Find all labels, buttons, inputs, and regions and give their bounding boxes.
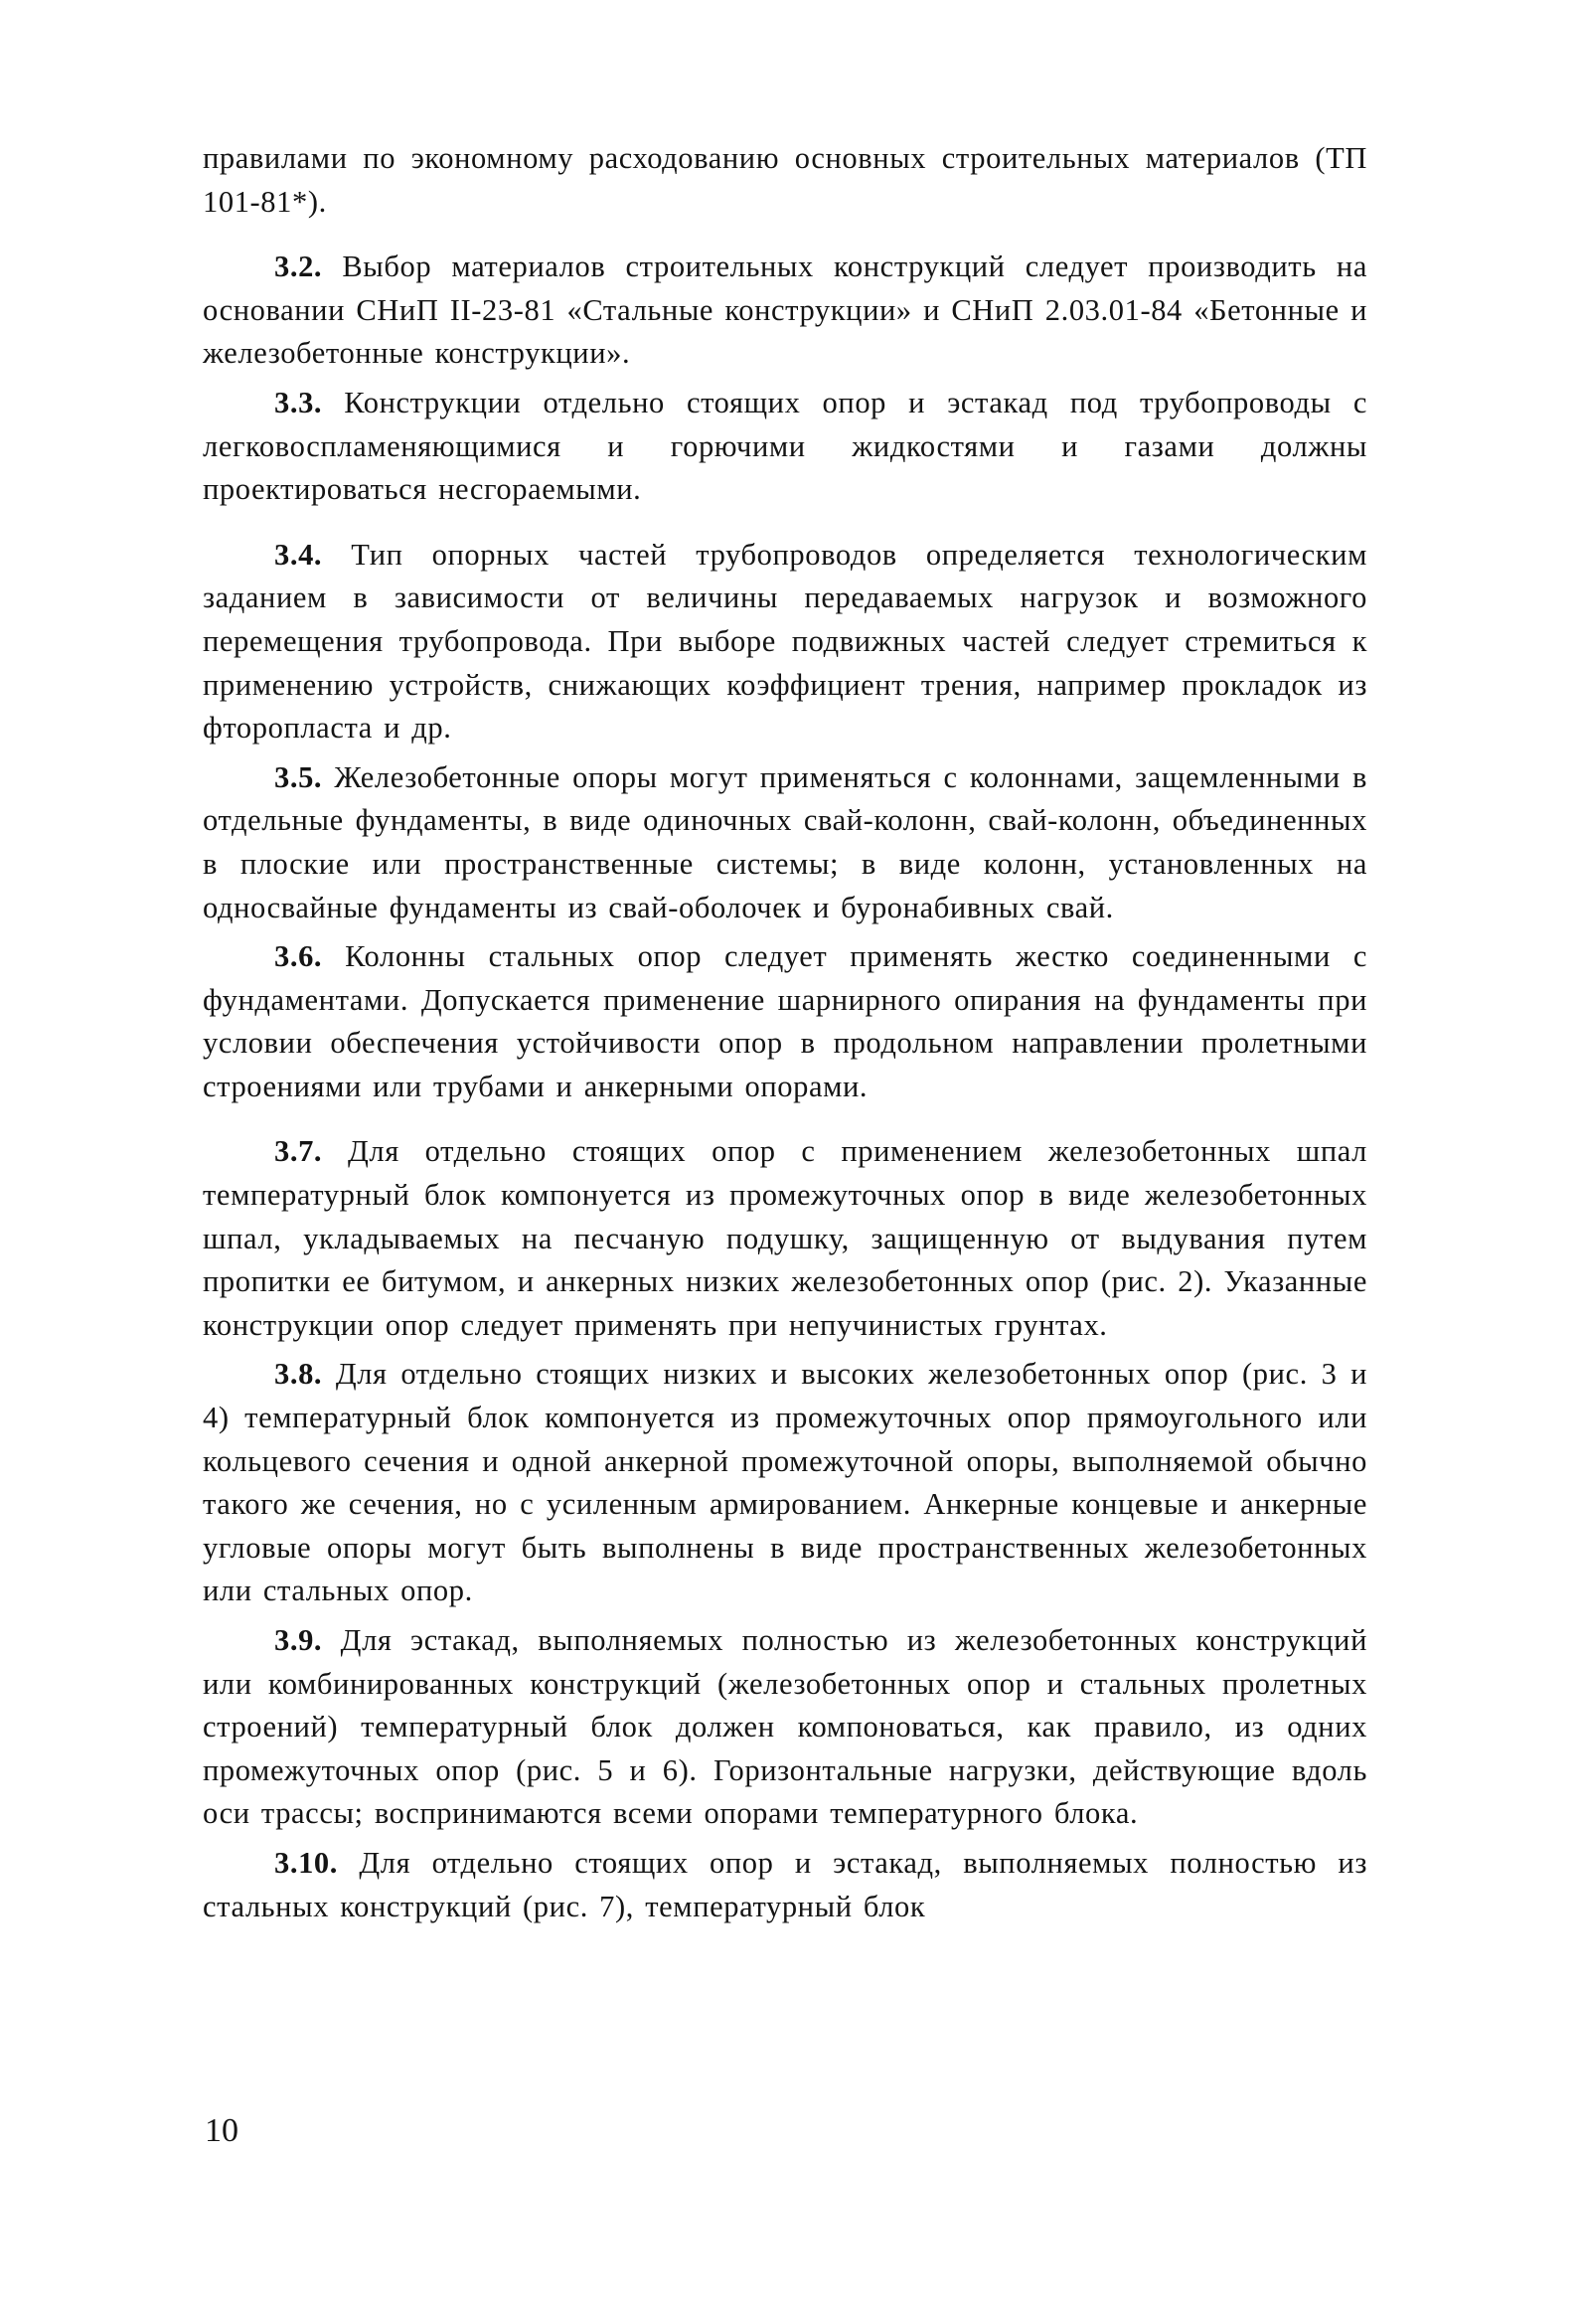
- clause-number: 3.9.: [274, 1623, 323, 1657]
- clause-number: 3.8.: [274, 1357, 323, 1392]
- clause-number: 3.2.: [274, 249, 323, 284]
- clause-3-3: [203, 382, 1367, 512]
- clause-3-5: [203, 756, 1367, 929]
- clause-3-10: [203, 1842, 1367, 1928]
- clause-number: 3.10.: [274, 1845, 338, 1880]
- clause-3-4: [203, 534, 1367, 750]
- clause-number: 3.7.: [274, 1134, 323, 1169]
- clause-3-7: [203, 1130, 1367, 1347]
- clause-3-2: [203, 246, 1367, 376]
- clause-3-6: [203, 935, 1367, 1108]
- page-number: 10: [205, 2112, 238, 2149]
- clause-3-9: [203, 1619, 1367, 1836]
- clause-text: Для отдельно стоящих опор и эстакад, выполняемых полностью из стальных конструкций (рис. 7), температурный блок: [203, 1845, 1367, 1923]
- clause-text: Конструкции отдельно стоящих опор и эстакад под трубопроводы с легковоспламеняющимися и горючими жидкостями и газами должны проектироваться несгораемыми.: [203, 385, 1367, 507]
- intro-paragraph: [203, 137, 1367, 224]
- clause-number: 3.4.: [274, 537, 323, 572]
- intro-text: правилами по экономному расходованию основных строительных материалов (ТП 101-81*).: [203, 141, 1367, 219]
- clause-3-8: [203, 1353, 1367, 1613]
- clause-number: 3.6.: [274, 939, 323, 974]
- clause-text: Для эстакад, выполняемых полностью из железобетонных конструкций или комбинированных конструкций (железобетонных опор и стальных пролетных строений) температурный блок должен компоноваться, как правило, из одних промежуточных опор (рис. 5 и 6). Горизонтальные нагрузки, действующие вдоль оси трассы; воспринимаются всеми опорами температурного блока.: [203, 1623, 1367, 1831]
- document-page: [203, 137, 1367, 1928]
- clause-number: 3.5.: [274, 759, 323, 794]
- clause-number: 3.3.: [274, 385, 323, 419]
- clause-text: Железобетонные опоры могут применяться с колоннами, защемленными в отдельные фундаменты, в виде одиночных свай-колонн, свай-колонн, объединенных в плоские или пространственные системы; в виде колонн, установленных на односвайные фундаменты из свай-оболочек и буронабивных свай.: [203, 759, 1367, 924]
- clause-text: Тип опорных частей трубопроводов определяется технологическим заданием в зависимости от величины передаваемых нагрузок и возможного перемещения трубопровода. При выборе подвижных частей следует стремиться к применению устройств, снижающих коэффициент трения, например прокладок из фторопласта и др.: [203, 537, 1367, 746]
- clause-text: Колонны стальных опор следует применять жестко соединенными с фундаментами. Допускается применение шарнирного опирания на фундаменты при условии обеспечения устойчивости опор в продольном направлении пролетными строениями или трубами и анкерными опорами.: [203, 939, 1367, 1103]
- clause-text: Выбор материалов строительных конструкций следует производить на основании СНиП II-23-81 «Стальные конструкции» и СНиП 2.03.01-84 «Бетонные и железобетонные конструкции».: [203, 249, 1367, 371]
- clause-text: Для отдельно стоящих опор с применением железобетонных шпал температурный блок компонуется из промежуточных опор в виде железобетонных шпал, укладываемых на песчаную подушку, защищенную от выдувания путем пропитки ее битумом, и анкерных низких железобетонных опор (рис. 2). Указанные конструкции опор следует применять при непучинистых грунтах.: [203, 1134, 1367, 1342]
- clause-text: Для отдельно стоящих низких и высоких железобетонных опор (рис. 3 и 4) температурный блок компонуется из промежуточных опор прямоугольного или кольцевого сечения и одной анкерной промежуточной опоры, выполняемой обычно такого же сечения, но с усиленным армированием. Анкерные концевые и анкерные угловые опоры могут быть выполнены в виде пространственных железобетонных или стальных опор.: [203, 1357, 1367, 1608]
